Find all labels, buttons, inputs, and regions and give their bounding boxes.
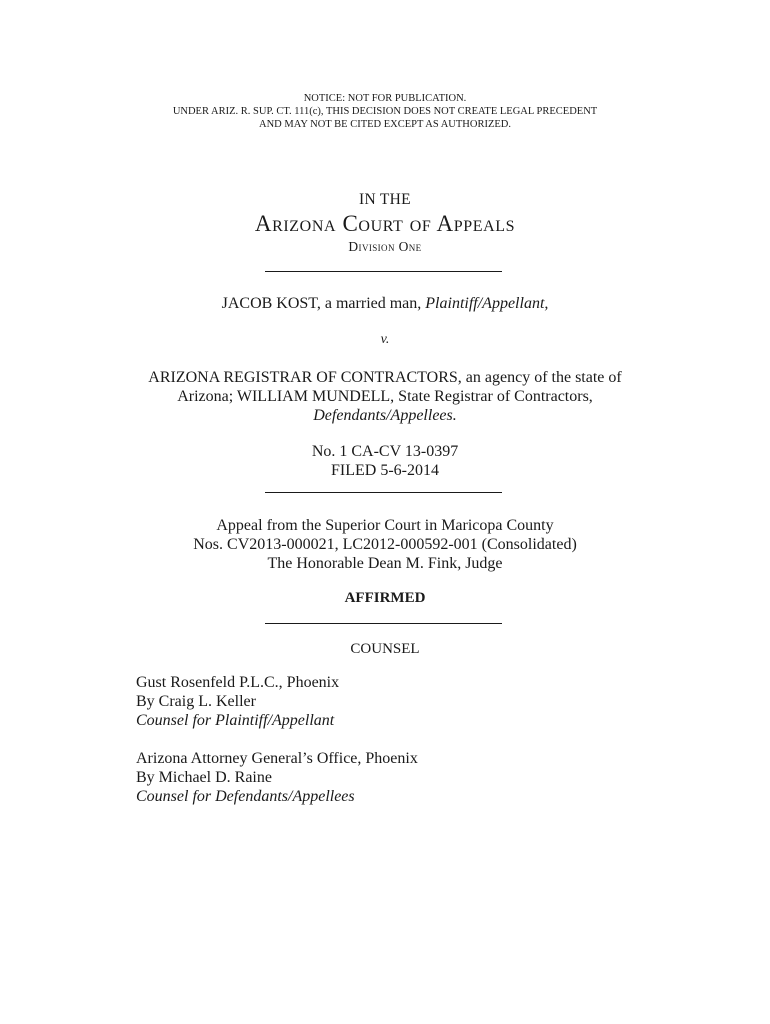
publication-notice — [0, 92, 770, 131]
defendant-line-1: ARIZONA REGISTRAR OF CONTRACTORS, an agency of the state of — [148, 369, 622, 386]
defendant-counsel-firm: Arizona Attorney General’s Office, Phoenix — [136, 750, 418, 767]
defendant-role: Defendants/Appellees. — [313, 407, 457, 424]
disposition: AFFIRMED — [344, 590, 426, 606]
defendant-counsel-attorney: By Michael D. Raine — [136, 769, 272, 786]
notice-line-1: NOTICE: NOT FOR PUBLICATION. — [303, 93, 467, 104]
notice-line-2: UNDER ARIZ. R. SUP. CT. 111(c), THIS DECISION DOES NOT CREATE LEGAL PRECEDENT — [172, 106, 598, 117]
defendant-counsel-role: Counsel for Defendants/Appellees — [136, 788, 355, 805]
filed-date: FILED 5-6-2014 — [331, 462, 439, 479]
divider-rule-2 — [265, 492, 502, 493]
defendant-counsel-block — [136, 749, 418, 806]
plaintiff-counsel-block — [136, 673, 339, 730]
court-name: Arizona Court of Appeals — [254, 211, 516, 236]
divider-rule-3 — [265, 623, 502, 624]
versus: v. — [380, 332, 390, 347]
defendant-line-2: Arizona; WILLIAM MUNDELL, State Registrar of Contractors, — [177, 388, 593, 405]
plaintiff-counsel-role: Counsel for Plaintiff/Appellant — [136, 712, 335, 729]
plaintiff-line — [0, 294, 770, 314]
appeal-line-1: Appeal from the Superior Court in Maricopa County — [216, 517, 554, 534]
appeal-line-2: Nos. CV2013-000021, LC2012-000592-001 (Consolidated) — [193, 536, 577, 553]
appeal-line-3: The Honorable Dean M. Fink, Judge — [267, 555, 503, 572]
in-the-heading: IN THE — [359, 191, 411, 208]
court-division: Division One — [348, 239, 422, 254]
case-number: No. 1 CA-CV 13-0397 — [311, 443, 459, 460]
counsel-heading: COUNSEL — [350, 641, 420, 657]
plaintiff-counsel-firm: Gust Rosenfeld P.L.C., Phoenix — [136, 674, 340, 691]
divider-rule-1 — [265, 271, 502, 272]
notice-line-3: AND MAY NOT BE CITED EXCEPT AS AUTHORIZED. — [258, 119, 511, 130]
plaintiff-role: Plaintiff/Appellant, — [425, 295, 549, 312]
plaintiff-name: JACOB KOST, a married man, — [221, 295, 426, 312]
plaintiff-counsel-attorney: By Craig L. Keller — [136, 693, 256, 710]
